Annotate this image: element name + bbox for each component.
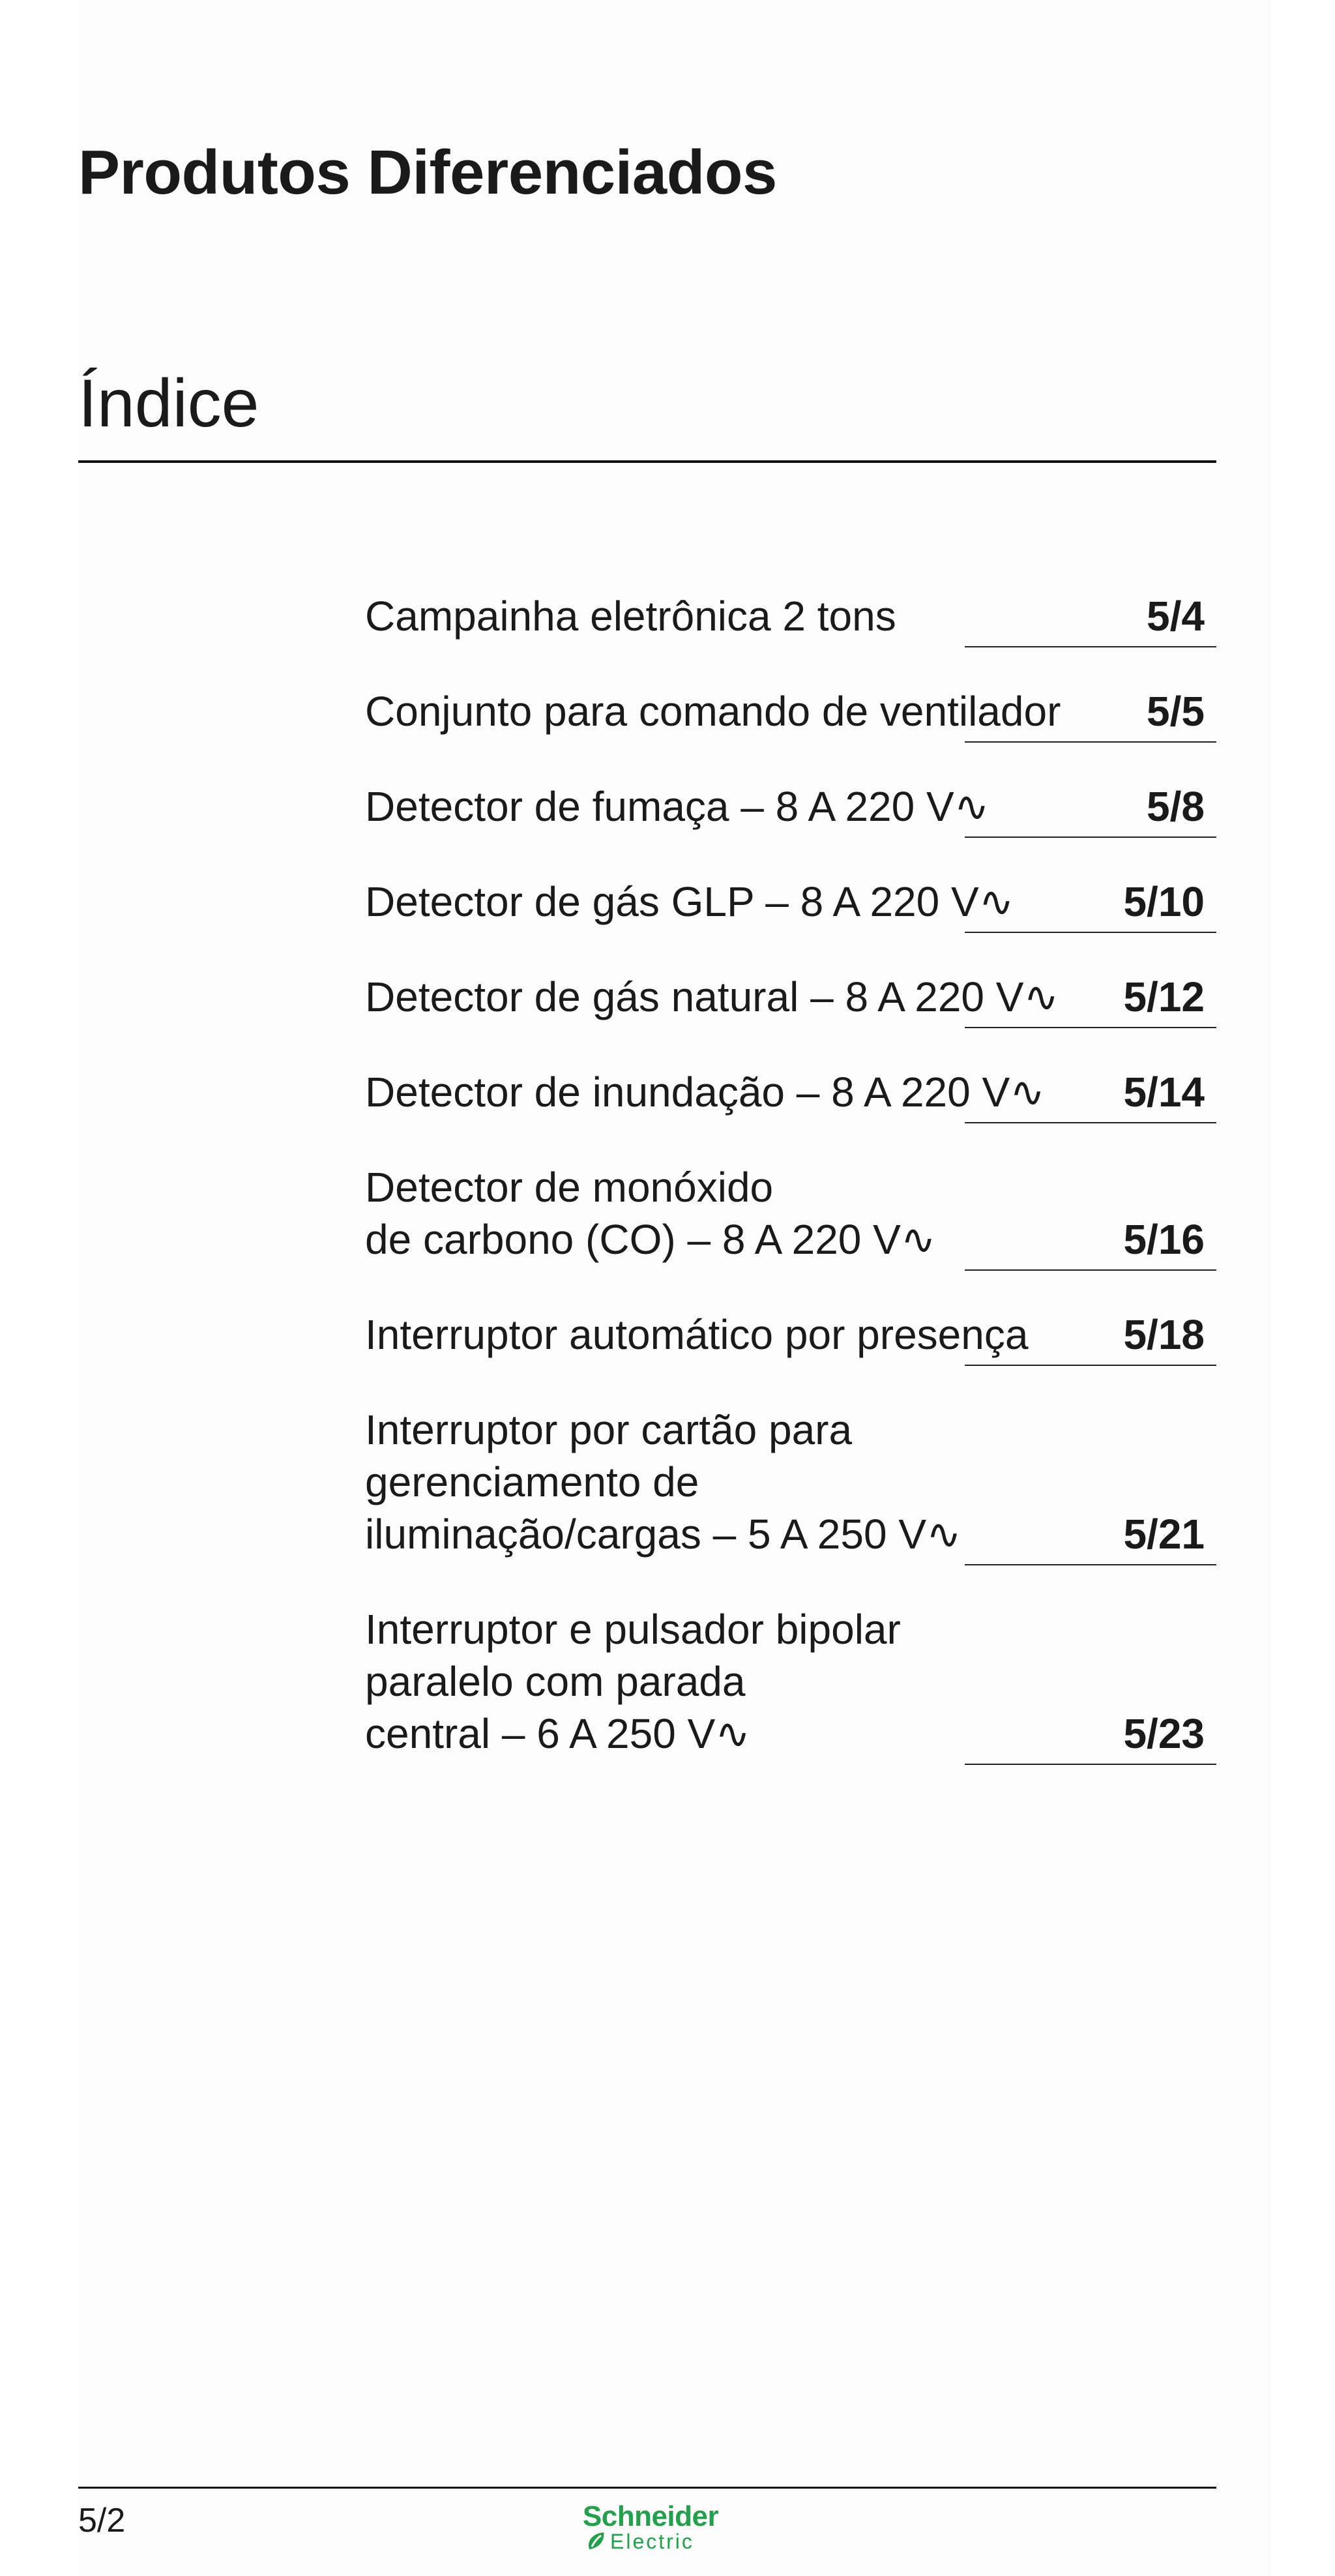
- toc-entry-leader: [965, 1764, 1216, 1765]
- toc-entry[interactable]: [365, 1161, 1216, 1266]
- brand-subtitle: Electric: [610, 2530, 694, 2553]
- toc-entry-page: 5/8: [1147, 783, 1205, 830]
- toc-entry-title: Interruptor e pulsador bipolar paralelo com parada central – 6 A 250 V∿: [365, 1606, 901, 1757]
- toc-entry-title: Detector de monóxido de carbono (CO) – 8 A 220 V∿: [365, 1164, 936, 1263]
- toc-entry-title: Interruptor por cartão para gerenciamento de iluminação/cargas – 5 A 250 V∿: [365, 1406, 961, 1558]
- table-of-contents: [365, 590, 1216, 1803]
- toc-entry-page: 5/18: [1123, 1311, 1205, 1358]
- toc-entry-leader: [965, 1365, 1216, 1366]
- toc-entry-page: 5/5: [1147, 688, 1205, 735]
- toc-entry-leader: [965, 1564, 1216, 1565]
- toc-entry-title: Detector de gás natural – 8 A 220 V∿: [365, 973, 1059, 1020]
- page-number: 5/2: [78, 2502, 126, 2539]
- toc-entry-page: 5/14: [1123, 1069, 1205, 1116]
- toc-entry[interactable]: [365, 1309, 1216, 1361]
- toc-entry-leader: [965, 646, 1216, 647]
- toc-entry-title: Interruptor automático por presença: [365, 1311, 1029, 1358]
- toc-entry[interactable]: [365, 1603, 1216, 1760]
- toc-entry-page: 5/4: [1147, 593, 1205, 640]
- toc-entry-leader: [965, 932, 1216, 933]
- toc-entry-title: Detector de gás GLP – 8 A 220 V∿: [365, 878, 1014, 925]
- schneider-leaf-icon: [585, 2530, 608, 2552]
- toc-entry[interactable]: [365, 780, 1216, 833]
- toc-entry-page: 5/21: [1123, 1511, 1205, 1558]
- toc-entry-leader: [965, 1269, 1216, 1271]
- toc-entry-page: 5/23: [1123, 1710, 1205, 1757]
- index-divider: [78, 460, 1216, 463]
- toc-entry-title: Campainha eletrônica 2 tons: [365, 593, 896, 640]
- toc-entry-page: 5/16: [1123, 1216, 1205, 1263]
- toc-entry-leader: [965, 1122, 1216, 1123]
- toc-entry[interactable]: [365, 1066, 1216, 1118]
- toc-entry-title: Detector de inundação – 8 A 220 V∿: [365, 1069, 1045, 1116]
- toc-entry-title: Conjunto para comando de ventilador: [365, 688, 1061, 735]
- brand-logo: [572, 2501, 729, 2560]
- toc-entry-page: 5/10: [1123, 878, 1205, 925]
- brand-name: Schneider: [582, 2500, 719, 2532]
- toc-entry[interactable]: [365, 876, 1216, 928]
- index-title: Índice: [78, 366, 259, 441]
- section-title: Produtos Diferenciados: [78, 138, 777, 207]
- toc-entry-title: Detector de fumaça – 8 A 220 V∿: [365, 783, 990, 830]
- toc-entry[interactable]: [365, 685, 1216, 737]
- toc-entry-leader: [965, 741, 1216, 743]
- toc-entry[interactable]: [365, 971, 1216, 1023]
- toc-entry-page: 5/12: [1123, 973, 1205, 1020]
- footer-divider: [78, 2487, 1216, 2489]
- toc-entry-leader: [965, 1027, 1216, 1028]
- toc-entry[interactable]: [365, 1404, 1216, 1560]
- toc-entry[interactable]: [365, 590, 1216, 642]
- toc-entry-leader: [965, 836, 1216, 838]
